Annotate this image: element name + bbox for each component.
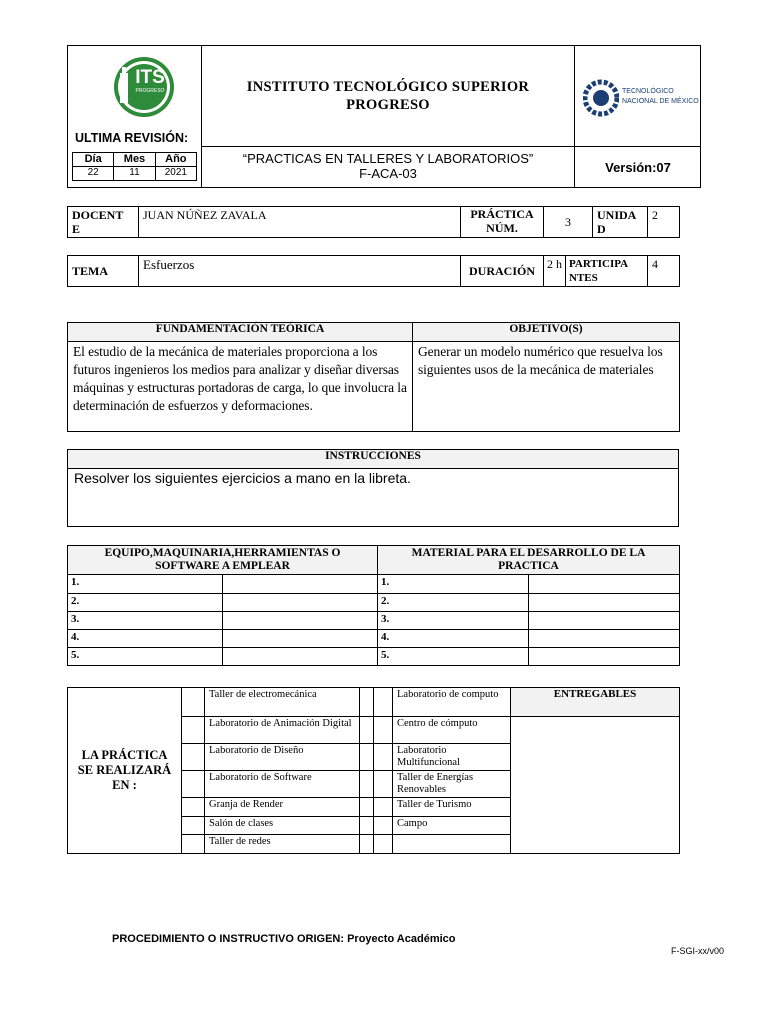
instrucciones-header: INSTRUCCIONES [68,450,679,469]
tecnm-line2: NACIONAL DE MÉXICO [622,98,699,105]
equipo-num-4: 4. [68,630,223,648]
lugar-right-4: Taller de Energías Renovables [393,771,511,798]
lugar-right-7 [393,835,511,854]
revision-mes: 11 [114,167,155,181]
duracion-value: 2 h [544,256,566,287]
entregables-header: ENTREGABLES [511,688,680,717]
equipo-cell-2 [223,594,378,612]
lugar-check-right-3[interactable] [374,744,393,771]
lugar-check-right-1[interactable] [374,688,393,717]
lugar-check-right-7[interactable] [374,835,393,854]
lugar-check-left-2[interactable] [182,717,205,744]
material-cell-4 [529,630,680,648]
fundamentos-header: FUNDAMENTACIÓN TEÓRICA [68,323,413,342]
lugar-check-left-5[interactable] [182,798,205,817]
lugar-check-left-1[interactable] [182,688,205,717]
lugar-check-mid-7[interactable] [360,835,374,854]
lugar-check-left-6[interactable] [182,817,205,835]
revision-ano: 2021 [155,167,196,181]
lugar-check-left-4[interactable] [182,771,205,798]
material-num-4: 4. [378,630,529,648]
revision-col-mes: Mes [114,153,155,167]
material-num-3: 3. [378,612,529,630]
participantes-value: 4 [648,256,680,287]
objetivo-header: OBJETIVO(S) [413,323,680,342]
participantes-label: PARTICIPA NTES [566,256,648,287]
doc-title: “PRACTICAS EN TALLERES Y LABORATORIOS” [242,151,534,166]
lugar-check-mid-2[interactable] [360,717,374,744]
lugar-right-1: Laboratorio de computo [393,688,511,717]
lugar-left-2: Laboratorio de Animación Digital [205,717,360,744]
lugar-left-5: Granja de Render [205,798,360,817]
duracion-label: DURACIÓN [461,256,544,287]
equipo-cell-3 [223,612,378,630]
unidad-label: UNIDA D [593,207,648,238]
lugar-check-right-4[interactable] [374,771,393,798]
institute-name: INSTITUTO TECNOLÓGICO SUPERIOR PROGRESO [246,79,530,113]
equipo-num-1: 1. [68,575,223,594]
revision-col-dia: Día [73,153,114,167]
practica-value: 3 [544,207,593,238]
lugar-left-1: Taller de electromecánica [205,688,360,717]
material-cell-5 [529,648,680,666]
equipo-cell-4 [223,630,378,648]
lugar-check-right-6[interactable] [374,817,393,835]
instrucciones-text: Resolver los siguientes ejercicios a mano en la libreta. [68,469,679,527]
docente-label: DOCENT E [68,207,139,238]
material-num-5: 5. [378,648,529,666]
docente-row [67,206,680,238]
equipo-num-5: 5. [68,648,223,666]
lugar-left-4: Laboratorio de Software [205,771,360,798]
logo-subtext: PROGRESO [135,88,165,94]
lugar-left-6: Salón de clases [205,817,360,835]
lugar-check-right-2[interactable] [374,717,393,744]
material-header: MATERIAL PARA EL DESARROLLO DE LA PRACTICA [378,546,680,575]
material-cell-3 [529,612,680,630]
equipo-cell-1 [223,575,378,594]
footer-origen: PROCEDIMIENTO O INSTRUCTIVO ORIGEN: Proyecto Académico [112,933,456,945]
lugar-label: LA PRÁCTICA SE REALIZARÁ EN : [68,688,182,854]
lugar-check-mid-3[interactable] [360,744,374,771]
lugar-check-right-5[interactable] [374,798,393,817]
lugar-right-2: Centro de cómputo [393,717,511,744]
tecnm-logo [583,72,619,124]
lugar-check-left-3[interactable] [182,744,205,771]
fundamentos-text: El estudio de la mecánica de materiales proporciona a los futuros ingenieros los medios para analizar y diseñar diversas máquinas y estructuras portadoras de carga, lo que involucra la determinación de esfuerzos y deformaciones. [68,342,413,432]
doc-code: F-ACA-03 [359,166,417,181]
material-cell-1 [529,575,680,594]
lugar-table [67,687,680,854]
tecnm-line1: TECNOLÓGICO [622,88,674,95]
lugar-check-mid-1[interactable] [360,688,374,717]
equipo-table [67,545,680,666]
tema-row [67,255,680,287]
lugar-left-7: Taller de redes [205,835,360,854]
instrucciones-table [67,449,679,527]
revision-table [72,152,197,181]
lugar-right-5: Taller de Turismo [393,798,511,817]
revision-col-ano: Año [155,153,196,167]
lugar-check-mid-4[interactable] [360,771,374,798]
lugar-left-3: Laboratorio de Diseño [205,744,360,771]
equipo-header: EQUIPO,MAQUINARIA,HERRAMIENTAS O SOFTWARE A EMPLEAR [68,546,378,575]
tema-value: Esfuerzos [139,256,461,287]
material-cell-2 [529,594,680,612]
logo-text: ITS [135,67,165,88]
lugar-right-6: Campo [393,817,511,835]
docente-value: JUAN NÚÑEZ ZAVALA [139,207,461,238]
lugar-check-mid-6[interactable] [360,817,374,835]
revision-label: ULTIMA REVISIÓN: [75,131,189,145]
equipo-num-2: 2. [68,594,223,612]
version: Versión:07 [605,160,671,175]
lugar-check-left-7[interactable] [182,835,205,854]
material-num-1: 1. [378,575,529,594]
equipo-cell-5 [223,648,378,666]
unidad-value: 2 [648,207,680,238]
material-num-2: 2. [378,594,529,612]
objetivo-text: Generar un modelo numérico que resuelva los siguientes usos de la mecánica de materiales [413,342,680,432]
tema-label: TEMA [68,256,139,287]
lugar-right-3: Laboratorio Multifuncional [393,744,511,771]
revision-dia: 22 [73,167,114,181]
footer-code: F-SGI-xx/v00 [670,946,724,956]
equipo-num-3: 3. [68,612,223,630]
entregables-cell [511,717,680,854]
practica-label: PRÁCTICA NÚM. [461,207,544,238]
fundamentos-table [67,322,680,432]
lugar-check-mid-5[interactable] [360,798,374,817]
